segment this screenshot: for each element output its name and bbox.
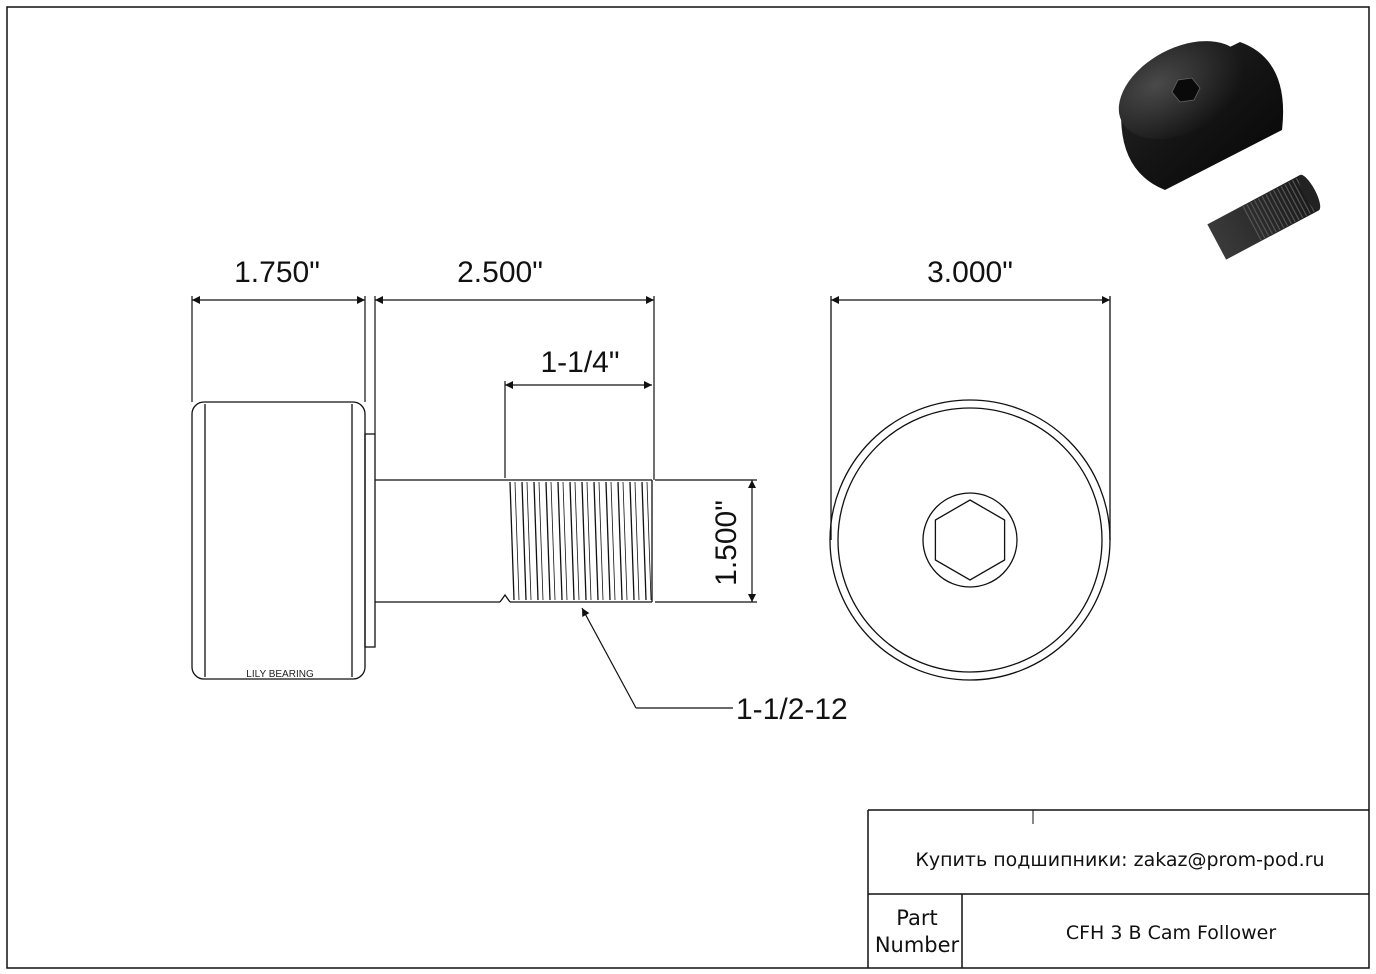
hex-socket-circle — [923, 493, 1017, 587]
dim-roller-diameter-label: 3.000" — [927, 256, 1013, 289]
part-label-line1: Part — [896, 906, 938, 930]
thread-root-line — [647, 482, 651, 600]
thread-root-line — [527, 482, 531, 600]
thread-root-line — [515, 482, 519, 600]
roller-outer-circle — [830, 400, 1110, 680]
contact-text: Купить подшипники: zakaz@prom-pod.ru — [915, 849, 1325, 871]
roller-inner-circle — [838, 408, 1102, 672]
dim-stud-length — [375, 296, 654, 480]
thread-crest-line — [546, 482, 550, 600]
thread-crest-line — [510, 482, 514, 600]
thread-root-line — [587, 482, 591, 600]
thread-crest-line — [642, 482, 646, 600]
part-label-line2: Number — [874, 933, 960, 957]
thread-crest-line — [630, 482, 634, 600]
dim-thread-length-label: 1-1/4" — [540, 346, 620, 379]
thread-root-line — [611, 482, 615, 600]
thread-spec-leader — [582, 608, 733, 708]
thread-root-line — [539, 482, 543, 600]
part-number-value: CFH 3 B Cam Follower — [1065, 922, 1277, 944]
thread-region — [510, 482, 651, 600]
cam-follower-3d-icon — [1102, 21, 1324, 260]
thread-crest-line — [618, 482, 622, 600]
thread-crest-line — [558, 482, 562, 600]
thread-crest-line — [594, 482, 598, 600]
dim-stud-length-label: 2.500" — [457, 256, 543, 289]
thread-root-line — [635, 482, 639, 600]
end-view — [830, 296, 1110, 680]
thread-crest-line — [606, 482, 610, 600]
thread-root-line — [575, 482, 579, 600]
dim-thread-length — [505, 381, 652, 478]
thread-root-line — [599, 482, 603, 600]
thread-root-line — [551, 482, 555, 600]
side-view — [192, 402, 652, 679]
thread-crest-line — [534, 482, 538, 600]
hex-socket-icon — [935, 500, 1004, 580]
thread-crest-line — [570, 482, 574, 600]
dim-roller-width — [192, 296, 365, 402]
dim-stud-diameter-label: 1.500" — [710, 500, 743, 586]
thread-crest-line — [582, 482, 586, 600]
dim-roller-width-label: 1.750" — [234, 256, 320, 289]
thread-root-line — [563, 482, 567, 600]
thread-root-line — [623, 482, 627, 600]
roller-body — [192, 402, 365, 679]
brand-label: LILY BEARING — [246, 669, 314, 680]
thread-spec-label: 1-1/2-12 — [736, 693, 848, 726]
flange — [365, 434, 375, 647]
thread-crest-line — [522, 482, 526, 600]
